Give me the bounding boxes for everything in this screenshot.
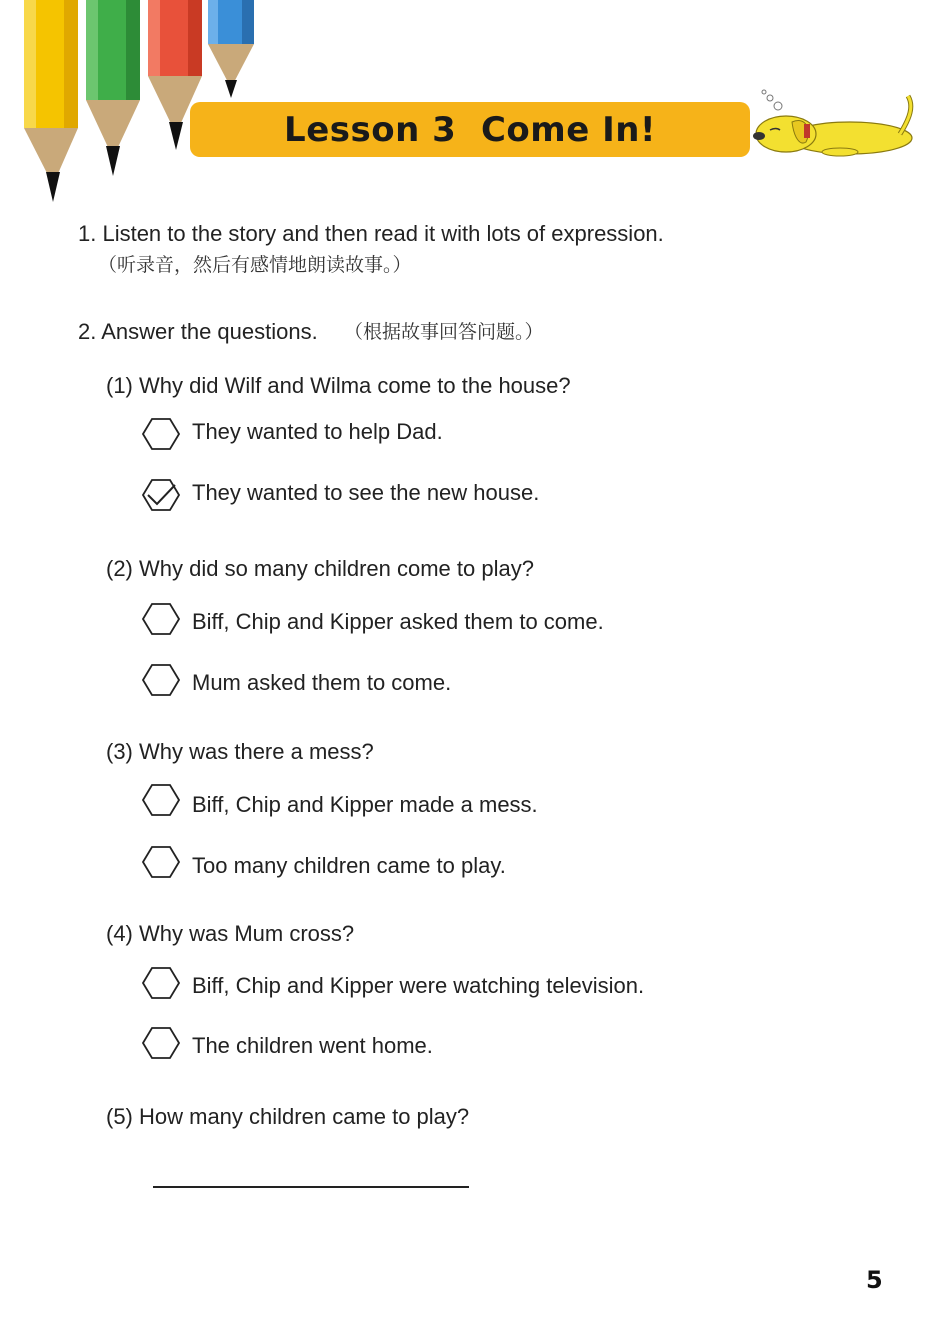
sleeping-dog-illustration <box>750 88 922 160</box>
question-4-prompt: (4) Why was Mum cross? <box>106 921 355 946</box>
instruction-2: 2. Answer the questions. <box>78 319 318 344</box>
question-3-prompt: (3) Why was there a mess? <box>106 739 374 764</box>
question-2-option-1: Biff, Chip and Kipper asked them to come. <box>192 609 604 634</box>
question-5-prompt: (5) How many children came to play? <box>106 1104 470 1129</box>
hexagon-checkbox-icon[interactable] <box>142 418 180 450</box>
hexagon-checkbox-icon[interactable] <box>142 784 180 816</box>
instruction-1-chinese: （听录音，然后有感情地朗读故事。） <box>98 254 412 276</box>
instruction-2-chinese: （根据故事回答问题。） <box>344 321 544 343</box>
blue-pencil <box>208 0 254 98</box>
title-banner <box>190 102 750 157</box>
question-1-option-2: They wanted to see the new house. <box>192 480 540 505</box>
instruction-1: 1. Listen to the story and then read it with lots of expression. <box>78 221 664 246</box>
yellow-pencil <box>24 0 78 202</box>
question-3-option-2: Too many children came to play. <box>192 853 506 878</box>
green-pencil <box>86 0 140 176</box>
hexagon-checkbox-icon[interactable] <box>142 846 180 878</box>
hexagon-checkbox-icon[interactable] <box>142 664 180 696</box>
question-1-prompt: (1) Why did Wilf and Wilma come to the house? <box>106 373 571 398</box>
answer-blank-line[interactable] <box>153 1186 469 1188</box>
question-3-option-1: Biff, Chip and Kipper made a mess. <box>192 792 538 817</box>
question-2-prompt: (2) Why did so many children come to play? <box>106 556 534 581</box>
hexagon-checkbox-icon[interactable] <box>142 603 180 635</box>
lesson-title: Lesson 3 Come In! <box>284 109 656 150</box>
hexagon-checkbox-icon[interactable] <box>142 1027 180 1059</box>
hexagon-checkbox-checked-icon[interactable] <box>142 479 180 511</box>
hexagon-checkbox-icon[interactable] <box>142 967 180 999</box>
question-4-option-2: The children went home. <box>192 1033 433 1058</box>
page-number: 5 <box>866 1266 883 1294</box>
question-4-option-1: Biff, Chip and Kipper were watching television. <box>192 973 645 998</box>
question-2-option-2: Mum asked them to come. <box>192 670 452 695</box>
question-1-option-1: They wanted to help Dad. <box>192 419 443 444</box>
